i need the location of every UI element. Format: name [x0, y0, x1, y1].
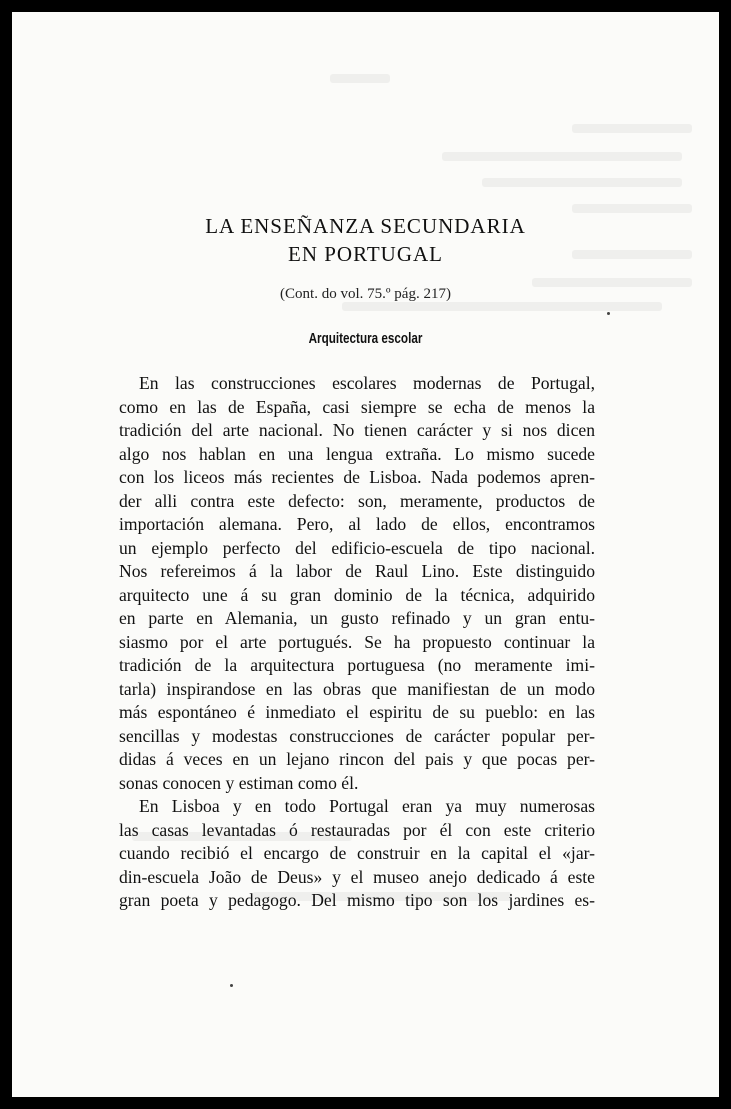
text-line: las casas levantadas ó restauradas por él con este criterio [119, 819, 595, 840]
text-line: en parte en Alemania, un gusto refinado y un gran entu- [119, 608, 595, 628]
text-line: algo nos hablan en una lengua extraña. Lo mismo sucede [119, 443, 595, 464]
ink-speck [230, 984, 233, 987]
text-line: importación alemana. Pero, al lado de ellos, encontramos [119, 514, 595, 534]
text-line: En las construcciones escolares modernas de Portugal, [139, 373, 595, 393]
text-line: arquitecto une á su gran dominio de la técnica, adquirido [119, 584, 595, 605]
text-line: der alli contra este defecto: son, meramente, productos de [119, 490, 595, 511]
article-title-line-2: EN PORTUGAL [288, 242, 443, 266]
article-title-line-1: LA ENSEÑANZA SECUNDARIA [205, 214, 526, 238]
text-line: con los liceos más recientes de Lisboa. Nada podemos apren- [119, 467, 595, 487]
ink-speck [607, 312, 610, 315]
text-line: En Lisboa y en todo Portugal eran ya muy numerosas [139, 796, 595, 816]
text-line: didas á veces en un lejano rincon del pais y que pocas per- [119, 749, 595, 769]
section-heading: Arquitectura escolar [308, 330, 423, 347]
text-line: sencillas y modestas construcciones de carácter popular per- [119, 725, 595, 746]
text-line: din-escuela João de Deus» y el museo anejo dedicado á este [119, 866, 595, 887]
text-line: sonas conocen y estiman como él. [119, 772, 359, 793]
text-line: siasmo por el arte portugués. Se ha propuesto continuar la [119, 631, 595, 652]
paragraph-2 [119, 795, 595, 913]
continuation-note: (Cont. do vol. 75.º pág. 217) [280, 286, 451, 302]
text-line: tradición de la arquitectura portuguesa (no meramente imi- [119, 655, 595, 675]
text-line: tarla) inspirandose en las obras que manifiestan de un modo [119, 678, 595, 699]
text-line: como en las de España, casi siempre se echa de menos la [119, 396, 595, 417]
text-line: cuando recibió el encargo de construir en la capital el «jar- [119, 843, 595, 863]
paragraph-1 [119, 372, 595, 795]
text-line: un ejemplo perfecto del edificio-escuela de tipo nacional. [119, 537, 595, 558]
text-line: más espontáneo é inmediato el espiritu de su pueblo: en las [119, 702, 595, 722]
text-line: tradición del arte nacional. No tienen carácter y si nos dicen [119, 420, 595, 440]
document-page [12, 12, 719, 1097]
text-line: gran poeta y pedagogo. Del mismo tipo son los jardines es- [119, 890, 595, 910]
article-body [119, 372, 595, 913]
text-line: Nos refereimos á la labor de Raul Lino. Este distinguido [119, 561, 595, 581]
